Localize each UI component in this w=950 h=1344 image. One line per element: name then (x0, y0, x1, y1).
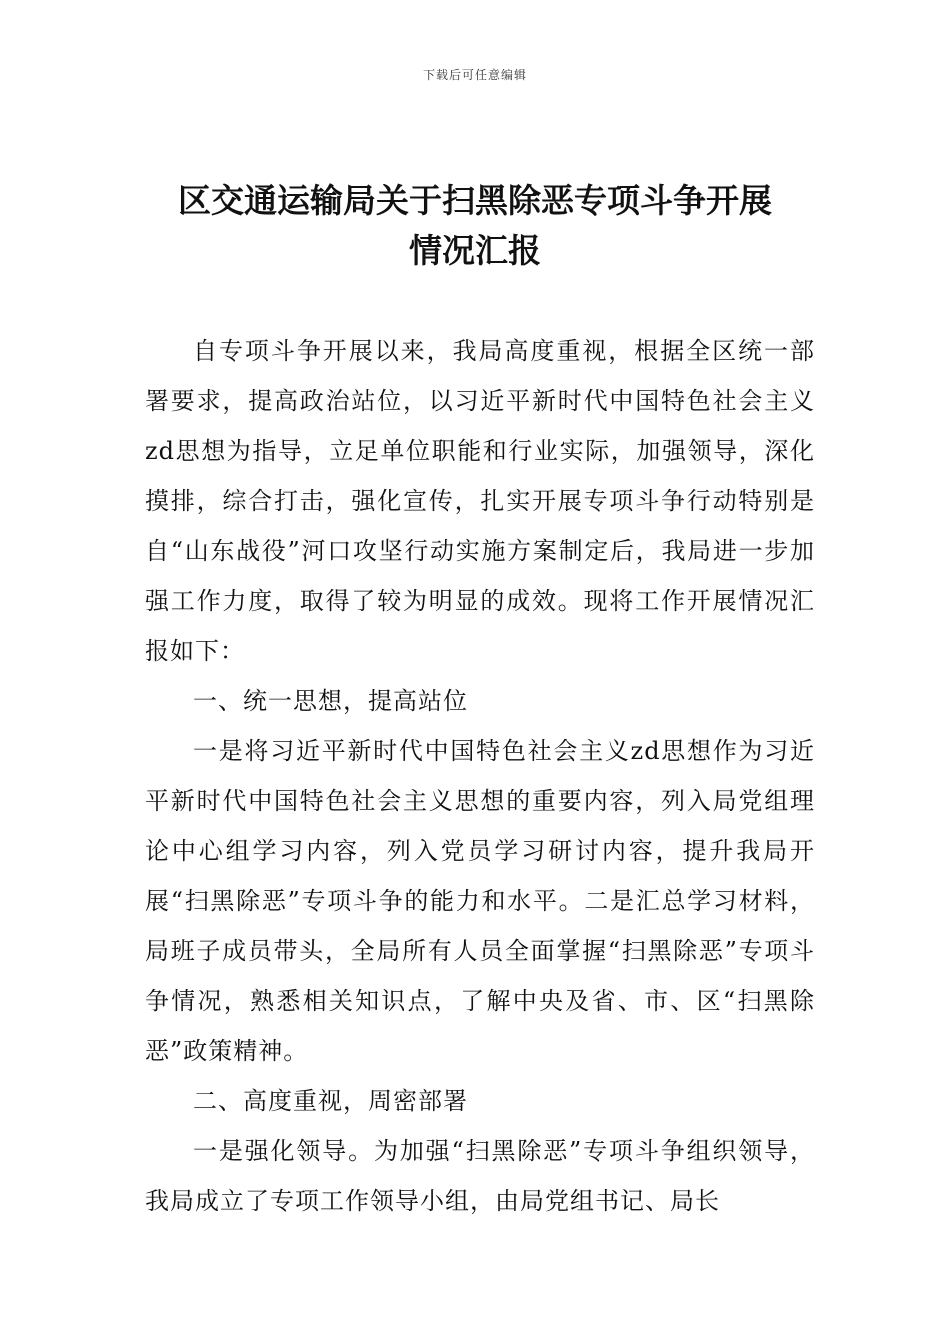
section-heading-1: 一、统一思想，提高站位 (193, 687, 468, 715)
section-1-paragraph: 一是将习近平新时代中国特色社会主义zd思想作为习近平新时代中国特色社会主义思想的重要内容，列入局党组理论中心组学习内容，列入党员学习研讨内容，提升我局开展“扫黑除恶”专项斗争的能力和水平。二是汇总学习材料，局班子成员带头，全局所有人员全面掌握“扫黑除恶”专项斗争情况，熟悉相关知识点，了解中央及省、市、区“扫黑除恶”政策精神。 (145, 737, 815, 1065)
document-title-line-1: 区交通运输局关于扫黑除恶专项斗争开展 (178, 181, 772, 220)
page-header-note: 下载后可任意编辑 (422, 68, 527, 82)
section-heading-2: 二、高度重视，周密部署 (193, 1087, 468, 1115)
document-title (130, 176, 820, 276)
intro-paragraph: 自专项斗争开展以来，我局高度重视，根据全区统一部署要求，提高政治站位，以习近平新时代中国特色社会主义zd思想为指导，立足单位职能和行业实际，加强领导，深化摸排，综合打击，强化宣传，扎实开展专项斗争行动特别是自“山东战役”河口攻坚行动实施方案制定后，我局进一步加强工作力度，取得了较为明显的成效。现将工作开展情况汇报如下： (145, 337, 815, 665)
document-body (145, 326, 815, 1226)
document-title-line-2: 情况汇报 (409, 231, 541, 270)
section-2-paragraph: 一是强化领导。为加强“扫黑除恶”专项斗争组织领导，我局成立了专项工作领导小组，由局党组书记、局长 (145, 1137, 815, 1215)
